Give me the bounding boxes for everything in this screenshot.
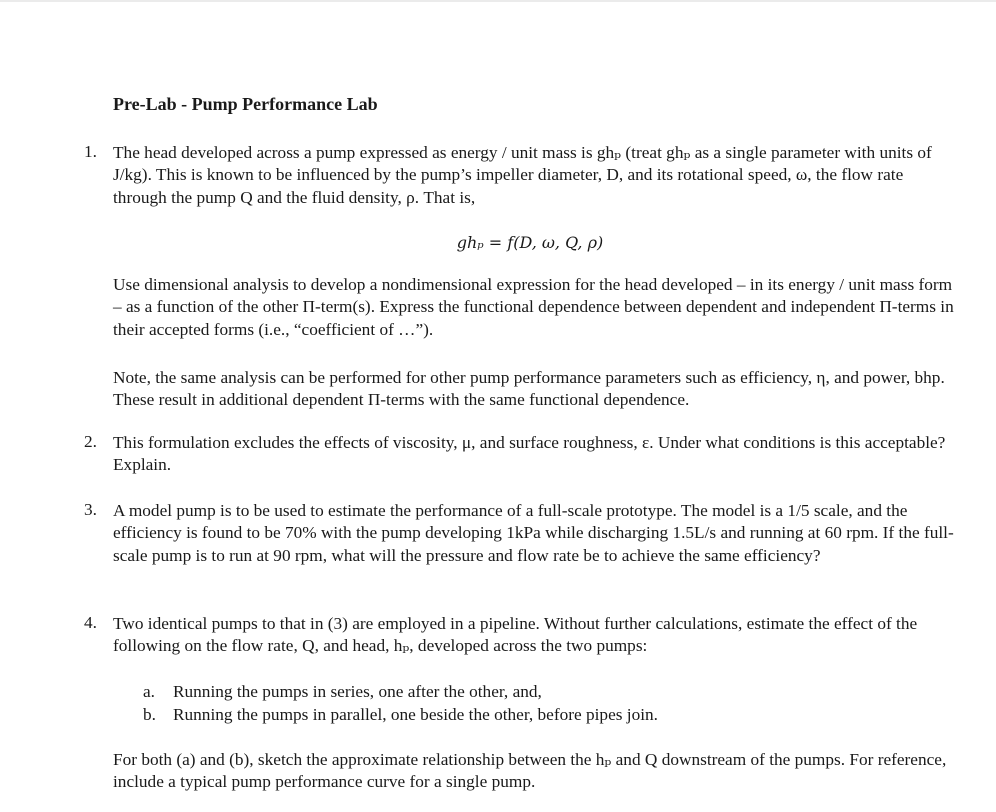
question-number: 1. [84,142,97,161]
question-text: A model pump is to be used to estimate the performance of a full-scale prototype. The model is a 1/5 scale, and the efficiency is found to be 70% with the pump developing 1kPa while discharging 1.5L/s and running at 60 rpm. If the full-scale pump is to run at 90 rpm, what will the pressure and flow rate be to achieve the same efficiency? [113,501,954,565]
sub-item-b [143,704,943,726]
note-text: Note, the same analysis can be performed for other pump performance parameters such as efficiency, η, and power, bhp. These result in additional dependent Π-terms with the same functional dependence. [113,368,945,410]
sub-item-letter: b. [143,705,156,724]
question-text: This formulation excludes the effects of viscosity, μ, and surface roughness, ε. Under what conditions is this acceptable? Explain. [113,433,946,475]
question-text: Two identical pumps to that in (3) are employed in a pipeline. Without further calculations, estimate the effect of the following on the flow rate, Q, and head, hₚ, developed across the two pumps: [113,614,918,656]
sub-item-letter: a. [143,682,155,701]
question-number: 4. [84,613,97,632]
equation: ghₚ = f(D, ω, Q, ρ) [456,233,604,252]
question-number: 3. [84,500,97,519]
sub-item-text: Running the pumps in parallel, one beside the other, before pipes join. [173,705,658,724]
sub-item-a [143,681,943,703]
top-border [0,0,996,2]
sub-item-text: Running the pumps in series, one after the other, and, [173,682,542,701]
question-text: The head developed across a pump expressed as energy / unit mass is ghₚ (treat ghₚ as a single parameter with units of J/kg). This is known to be influenced by the pump’s impeller diameter, D, and its rotational speed, ω, the flow rate through the pump Q and the fluid density, ρ. That is, [113,143,932,207]
question-text: Use dimensional analysis to develop a nondimensional expression for the head developed – in its energy / unit mass form – as a function of the other Π-term(s). Express the functional dependence between dependent and independent Π-terms in their accepted forms (i.e., “coefficient of …”). [113,275,954,339]
page-title: Pre-Lab - Pump Performance Lab [113,94,378,114]
question-text: For both (a) and (b), sketch the approximate relationship between the hₚ and Q downstream of the pumps. For reference, include a typical pump performance curve for a single pump. [113,750,947,792]
question-number: 2. [84,432,97,451]
